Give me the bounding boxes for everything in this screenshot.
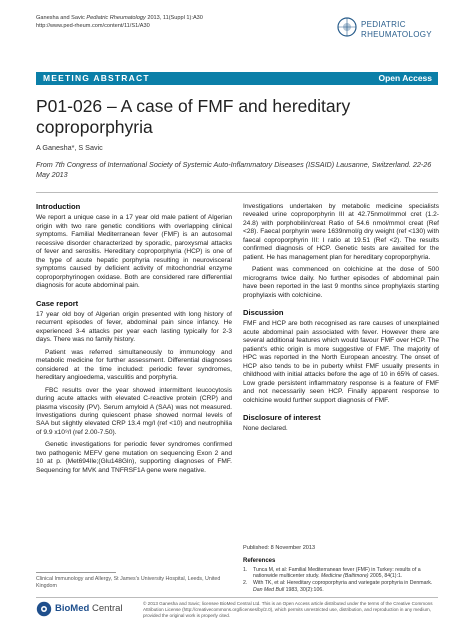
logo-line-2: RHEUMATOLOGY: [361, 29, 432, 39]
disclosure-text: None declared.: [243, 425, 288, 433]
discussion-text: FMF and HCP are both recognised as rare causes of unexplained acute abdominal pain associated with fever. However there are several additional features which would favour FMF over HCP. The patient's ethic origin is more suggestive of FMF. The majority of HPC was reported in the North European ancestry. The onset of HCP also tends to be in puberty whilst FMF usually presents in childhood with initial attacks before the age of 10 in 65% of cases. Low grade persistent inflammatory response is a feature of FMF and not necessarily seen HCP. Finally apparent response to colchicine would further support diagnosis of FMF.: [243, 320, 439, 404]
reference-item[interactable]: 1. Tunca M, et al: Familial Mediterranean fever (FMF) in Turkey: results of a nationwide multicenter study. Medicine (Baltimore) 2005, 84(1):1.: [243, 566, 421, 580]
case-paragraph-2: Patient was referred simultaneously to immunology and metabolic medicine for further assessment. Differential diagnoses considered at the time included: periodic fever syndromes, hereditary angioedema, vasculitis and porphyria.: [36, 348, 232, 382]
published-date: Published: 8 November 2013: [243, 545, 316, 551]
references-section: [243, 558, 439, 594]
footer-divider: [36, 597, 438, 598]
references-heading: References: [243, 558, 276, 564]
case-paragraph-3: FBC results over the year showed intermittent leucocytosis during acute attacks with elevated C-reactive protein (CRP) and plasma viscosity (PV). Serum amyloid A (SAA) was not measured. Investigations during quiescent phase showed normal levels of SAA but slightly elevated CRP 13.4 mg/l (ref <10) and neutrophilia of 9.9 x10⁹/l (ref 2.00-7.50).: [36, 386, 232, 436]
right-column: [243, 203, 439, 438]
article-type-band: [36, 72, 438, 85]
article-type-label: MEETING ABSTRACT: [43, 73, 150, 83]
conference-affiliation: From 7th Congress of International Society of Systemic Auto-Inflammatory Diseases (ISSAID) Lausanne, Switzerland. 22-26 May 2013: [36, 160, 432, 179]
reference-item[interactable]: 2. With TK, et al: Hereditary coproporphyria and variegate porphyria in Denmark. Dan Med Bull 1983, 30(2):106.: [243, 580, 433, 593]
open-access-label: Open Access: [378, 73, 432, 83]
footnote-divider: [36, 572, 116, 573]
introduction-text: We report a unique case in a 17 year old male patient of Algerian origin with two rare genetic conditions with overlapping clinical symptoms. Familial Mediterranean fever (FMF) is an autosomal recessive disorder characterized by sporadic, paroxysmal attacks of fever and serositis. Hereditary coproporphyria (HCP) is one of the type of acute hepatic porphyria resulting in neurovisceral symptoms caused by deficient activity of mitochondrial enzyme coproporphyrinogen oxidase. Both are considered rare differential diagnosis for acute abdominal pain.: [36, 214, 232, 290]
investigations-paragraph: Investigations undertaken by metabolic medicine specialists revealed urine coproporphyrin III at 42.75nmol/mmol cret (1.2-24.8) with porphobilin/creat Ratio of 54.6 nmol/mmol creat (Ref <28). Faecal porphyrin were 1639nmol/g dry weight (ref <130) with faecal coproporphyrin III: I ratio at 19.51 (Ref <2). The results confirmed diagnosis of HCP. Genetic tests are awaited for the patient. He has management plan for hereditary coproporphyria.: [243, 203, 439, 261]
disclosure-heading: Disclosure of interest: [243, 412, 321, 422]
discussion-heading: Discussion: [243, 307, 284, 317]
biomed-central-logo: BioMed Central: [36, 600, 136, 618]
case-paragraph-4: Genetic investigations for periodic fever syndromes confirmed two pathogenic MEFV gene mutation on sequencing Exon 2 and 10 at p. (Met694Ile;(Glu148Gln), supporting diagnoses of FMF. Sequencing for MVK and TNFRSF1A gene were negative.: [36, 441, 232, 474]
logo-line-1: PEDIATRIC: [361, 20, 406, 29]
article-url[interactable]: http://www.ped-rheum.com/content/11/S1/A30: [36, 23, 150, 29]
treatment-paragraph: Patient was commenced on colchicine at the dose of 500 micrograms twice daily. No further episodes of abdominal pain have been reported in the last 9 months since prophylaxis starting prophylaxis with colchicine.: [243, 266, 439, 299]
journal-name: Pediatric Rheumatology: [86, 15, 146, 21]
article-title: P01-026 – A case of FMF and hereditary coproporphyria: [36, 96, 351, 137]
biomed-central-icon: [36, 601, 52, 617]
author-affiliation-footnote: Clinical Immunology and Allergy, St James's University Hospital, Leeds, United Kingdom: [36, 576, 221, 589]
case-report-heading: Case report: [36, 298, 79, 308]
article-authors: A Ganesha*, S Savic: [36, 143, 103, 152]
journal-logo: [336, 14, 456, 48]
journal-logo-icon: [336, 16, 358, 38]
article-citation: Ganesha and Savic Pediatric Rheumatology 2013, 11(Suppl 1):A30 http://www.ped-rheum.com/content/11/S1/A30: [36, 15, 203, 29]
license-statement: © 2013 Ganesha and Savic; licensee BioMed Central Ltd. This is an Open Access article distributed under the terms of the Creative Commons Attribution License (http://creativecommons.org/licenses/by/2.0), which permits unrestricted use, distribution, and reproduction in any medium, provided the original work is properly cited.: [143, 601, 433, 618]
introduction-heading: Introduction: [36, 202, 81, 211]
left-column: [36, 203, 232, 479]
case-paragraph-1: 17 year old boy of Algerian origin presented with long history of recurrent episodes of fever, abdominal pain since infancy. He experienced 3-4 attacks per year each lasting typically for 2-3 days. There was no family history.: [36, 310, 232, 344]
header-divider: [36, 192, 438, 193]
